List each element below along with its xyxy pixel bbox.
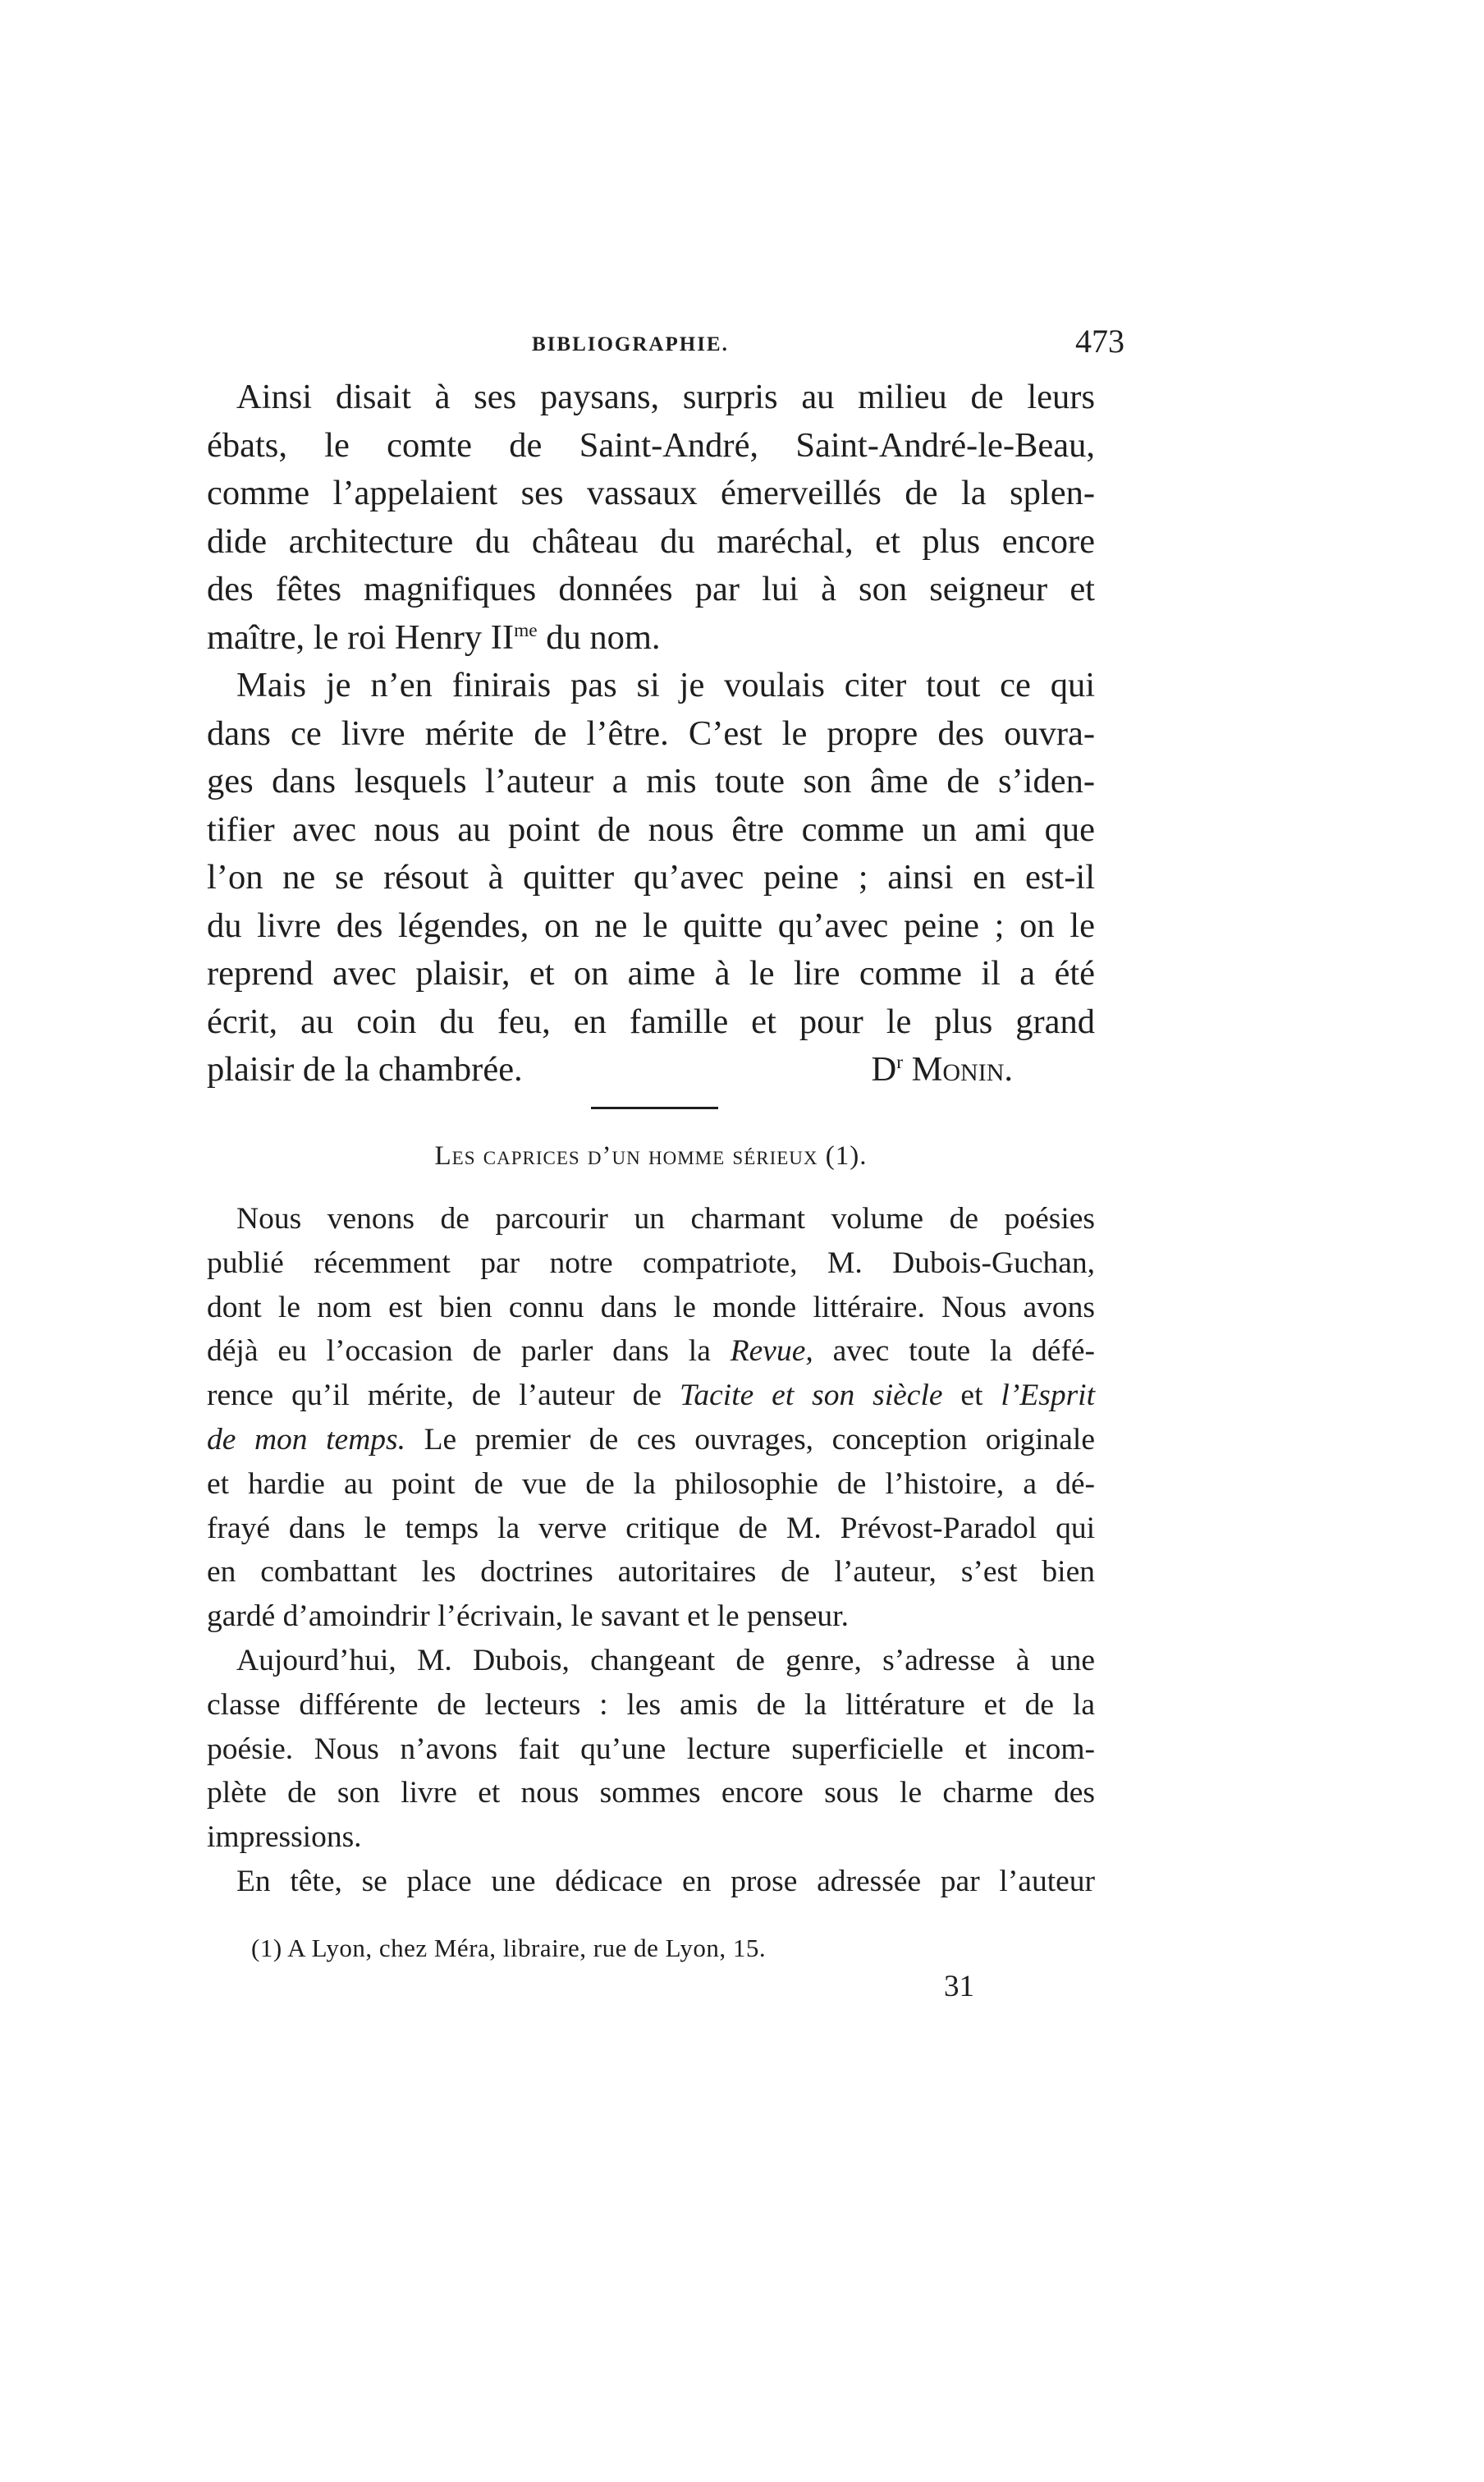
text-line <box>207 614 1095 663</box>
paragraph-ainsi <box>207 374 1095 662</box>
text-line <box>207 1329 1095 1374</box>
text-line: frayé dans le temps la verve critique de M. Prévost-Paradol qui <box>207 1511 1095 1545</box>
text-line: gardé d’amoindrir l’écrivain, le savant et le penseur. <box>207 1599 849 1634</box>
text-line: Ainsi disait à ses paysans, surpris au milieu de leurs <box>236 378 1095 416</box>
text-fragment: et <box>942 1379 1001 1413</box>
text-line: poésie. Nous n’avons fait qu’une lecture superficielle et incom- <box>207 1732 1095 1766</box>
running-title: BIBLIOGRAPHIE. <box>532 333 729 356</box>
revue-title: Revue, <box>730 1334 813 1369</box>
printer-signature-mark: 31 <box>944 1970 974 2003</box>
text-line <box>207 1374 1095 1418</box>
text-line: dans ce livre mérite de l’être. C’est le propre des ouvra- <box>207 713 1095 753</box>
text-line: des fêtes magnifiques données par lui à son seigneur et <box>207 570 1095 608</box>
henry-ordinal: me <box>514 619 538 641</box>
signature-prefix: D <box>871 1050 897 1089</box>
text-line: comme l’appelaient ses vassaux émerveillés de la splen- <box>207 474 1095 512</box>
esprit-title: l’Esprit <box>1001 1379 1095 1413</box>
text-line: impressions. <box>207 1820 362 1855</box>
text-fragment: avec toute la défé- <box>813 1334 1095 1369</box>
text-line: Aujourd’hui, M. Dubois, changeant de genre, s’adresse à une <box>236 1643 1095 1677</box>
closing-line <box>207 1046 1095 1094</box>
paragraph-nous-venons <box>207 1197 1095 1639</box>
signature-sup: r <box>896 1051 903 1073</box>
section-heading: Les caprices d’un homme sérieux (1). <box>434 1141 868 1171</box>
text-line: ges dans lesquels l’auteur a mis toute son âme de s’iden- <box>207 762 1095 801</box>
text-line: plaisir de la chambrée. <box>207 1050 523 1089</box>
section-legendes <box>207 374 1095 1094</box>
text-line: et hardie au point de vue de la philosophie de l’histoire, a dé- <box>207 1466 1095 1501</box>
henry-tail: du nom. <box>537 617 661 657</box>
text-line: écrit, au coin du feu, en famille et pour le plus grand <box>207 1002 1095 1041</box>
text-line: classe différente de lecteurs : les amis de la littérature et de la <box>207 1687 1095 1722</box>
text-line: tifier avec nous au point de nous être comme un ami que <box>207 810 1095 849</box>
author-signature <box>871 1046 1095 1094</box>
text-line: l’on ne se résout à quitter qu’avec peine ; ainsi en est-il <box>207 858 1095 897</box>
text-line: dide architecture du château du maréchal, et plus encore <box>207 521 1095 561</box>
text-fragment: Le premier de ces ouvrages, conception originale <box>405 1422 1095 1457</box>
paragraph-aujourdhui <box>207 1639 1095 1860</box>
text-line: dont le nom est bien connu dans le monde littéraire. Nous avons <box>207 1290 1095 1324</box>
tacite-title: Tacite et son siècle <box>679 1379 943 1413</box>
text-line: publié récemment par notre compatriote, M. Dubois-Guchan, <box>207 1246 1095 1280</box>
page-number: 473 <box>1075 323 1124 360</box>
text-fragment: déjà eu l’occasion de parler dans la <box>207 1334 731 1369</box>
text-line <box>207 1418 1095 1462</box>
paragraph-mais <box>207 662 1095 1094</box>
text-fragment: rence qu’il mérite, de l’auteur de <box>207 1379 680 1413</box>
footnote: (1) A Lyon, chez Méra, libraire, rue de Lyon, 15. <box>251 1934 767 1962</box>
henry-text: maître, le roi Henry II <box>207 617 515 657</box>
text-line: du livre des légendes, on ne le quitte qu’avec peine ; on le <box>207 906 1095 945</box>
running-head <box>205 322 1124 371</box>
text-line: En tête, se place une dédicace en prose adressée par l’auteur <box>236 1864 1095 1898</box>
paragraph-en-tete <box>207 1860 1095 1904</box>
text-line: ébats, le comte de Saint-André, Saint-André-le-Beau, <box>207 425 1095 465</box>
text-line: plète de son livre et nous sommes encore sous le charme des <box>207 1776 1095 1810</box>
text-line: Mais je n’en finirais pas si je voulais citer tout ce qui <box>236 666 1095 704</box>
signature-name: Monin. <box>911 1050 1013 1089</box>
text-line: en combattant les doctrines autoritaires de l’auteur, s’est bien <box>207 1555 1095 1590</box>
section-caprices <box>207 1197 1095 1904</box>
esprit-title-cont: de mon temps. <box>207 1422 405 1457</box>
text-line: reprend avec plaisir, et on aime à le lire comme il a été <box>207 954 1095 993</box>
section-divider <box>591 1107 718 1109</box>
text-line: Nous venons de parcourir un charmant volume de poésies <box>236 1202 1095 1236</box>
